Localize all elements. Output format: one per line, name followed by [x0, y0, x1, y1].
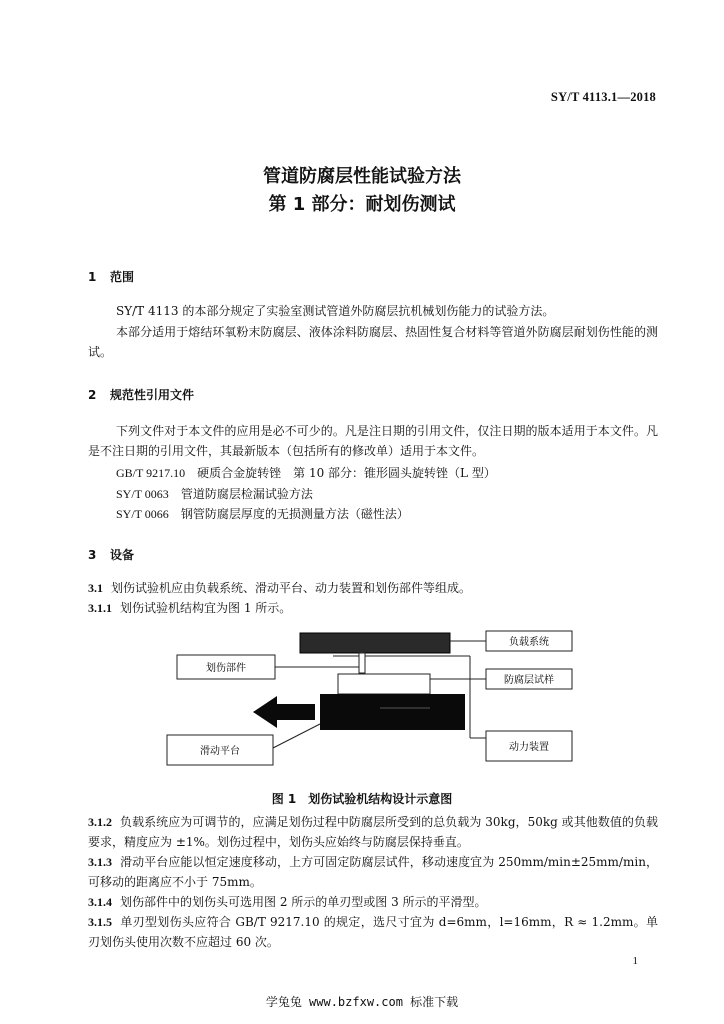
reference-item	[116, 464, 496, 481]
clause-3-1-5	[88, 912, 658, 952]
clause-text: 滑动平台应能以恒定速度移动，上方可固定防腐层试件，移动速度宜为 250mm/min±25mm/min，可移动的距离应不小于 75mm。	[88, 855, 658, 889]
scratch-shaft	[359, 653, 365, 673]
reference-title: 钢管防腐层厚度的无损测量方法（磁性法）	[180, 507, 409, 521]
clause-text: 负载系统应为可调节的，应满足划伤过程中防腐层所受到的总负载为 30kg，50kg 或其他数值的负载要求，精度应为 ±1%。划伤过程中，划伤头应始终与防腐层保持垂直。	[88, 815, 658, 849]
clause-3-1-2	[88, 812, 658, 852]
label-load-system: 负载系统	[509, 637, 549, 648]
page-number: 1	[632, 955, 638, 967]
clause-number: 3.1.2	[88, 815, 112, 829]
clause-text: 划伤部件中的划伤头可选用图 2 所示的单刃型或图 3 所示的平滑型。	[120, 895, 487, 909]
reference-title: 管道防腐层检漏试验方法	[180, 487, 313, 501]
label-specimen: 防腐层试样	[504, 675, 554, 686]
sliding-platform-block	[320, 694, 465, 730]
section-number: 1	[88, 270, 97, 284]
reference-title: 硬质合金旋转锉 第 10 部分：锥形圆头旋转锉（L 型）	[197, 466, 496, 480]
section-2-heading	[88, 386, 194, 403]
footer-watermark[interactable]: 学兔兔 www.bzfxw.com 标准下载	[265, 995, 459, 1009]
clause-text: 划伤试验机应由负载系统、滑动平台、动力装置和划伤部件等组成。	[111, 581, 472, 595]
clause-3-1-4	[88, 892, 658, 912]
paragraph: SY/T 4113 的本部分规定了实验室测试管道外防腐层抗机械划伤能力的试验方法。	[116, 304, 555, 318]
reference-code: SY/T 0063	[116, 487, 169, 501]
section-number: 2	[88, 388, 97, 402]
section-1-heading	[88, 268, 134, 285]
clause-number: 3.1.1	[88, 601, 112, 615]
document-subtitle: 第 1 部分：耐划伤测试	[268, 194, 456, 215]
section-3-heading	[88, 546, 134, 563]
label-sliding-platform: 滑动平台	[200, 746, 240, 757]
section-title: 范围	[110, 270, 135, 284]
leader-line	[273, 724, 320, 748]
standard-code: SY/T 4113.1—2018	[550, 90, 656, 104]
figure-caption: 图 1 划伤试验机结构设计示意图	[271, 792, 453, 806]
clause-number: 3.1.3	[88, 855, 112, 869]
document-title: 管道防腐层性能试验方法	[263, 166, 461, 187]
motion-arrow-icon	[253, 696, 315, 728]
clause-3-1	[88, 578, 658, 598]
paragraph: 本部分适用于熔结环氧粉末防腐层、液体涂料防腐层、热固性复合材料等管道外防腐层耐划伤性能的测试。	[88, 325, 658, 359]
label-power-unit: 动力装置	[509, 742, 549, 753]
figure-1-diagram	[155, 628, 585, 768]
clause-3-1-3	[88, 852, 658, 892]
load-system-block	[300, 633, 450, 653]
clause-number: 3.1.4	[88, 895, 112, 909]
section-title: 规范性引用文件	[110, 388, 195, 402]
section-number: 3	[88, 548, 97, 562]
label-scratch-part: 划伤部件	[206, 663, 246, 674]
clause-number: 3.1.5	[88, 915, 112, 929]
section-title: 设备	[110, 548, 135, 562]
clause-text: 单刃型划伤头应符合 GB/T 9217.10 的规定，选尺寸宜为 d=6mm，l=16mm，R ≈ 1.2mm。单刃划伤头使用次数不应超过 60 次。	[88, 915, 658, 949]
paragraph: 下列文件对于本文件的应用是必不可少的。凡是注日期的引用文件，仅注日期的版本适用于本文件。凡是不注日期的引用文件，其最新版本（包括所有的修改单）适用于本文件。	[88, 424, 658, 458]
reference-code: SY/T 0066	[116, 507, 169, 521]
clause-text: 划伤试验机结构宜为图 1 所示。	[120, 601, 292, 615]
reference-item	[116, 505, 409, 522]
clause-number: 3.1	[88, 581, 103, 595]
specimen-block	[338, 674, 430, 694]
reference-code: GB/T 9217.10	[116, 466, 186, 480]
reference-item	[116, 485, 313, 502]
clause-3-1-1	[88, 598, 658, 618]
